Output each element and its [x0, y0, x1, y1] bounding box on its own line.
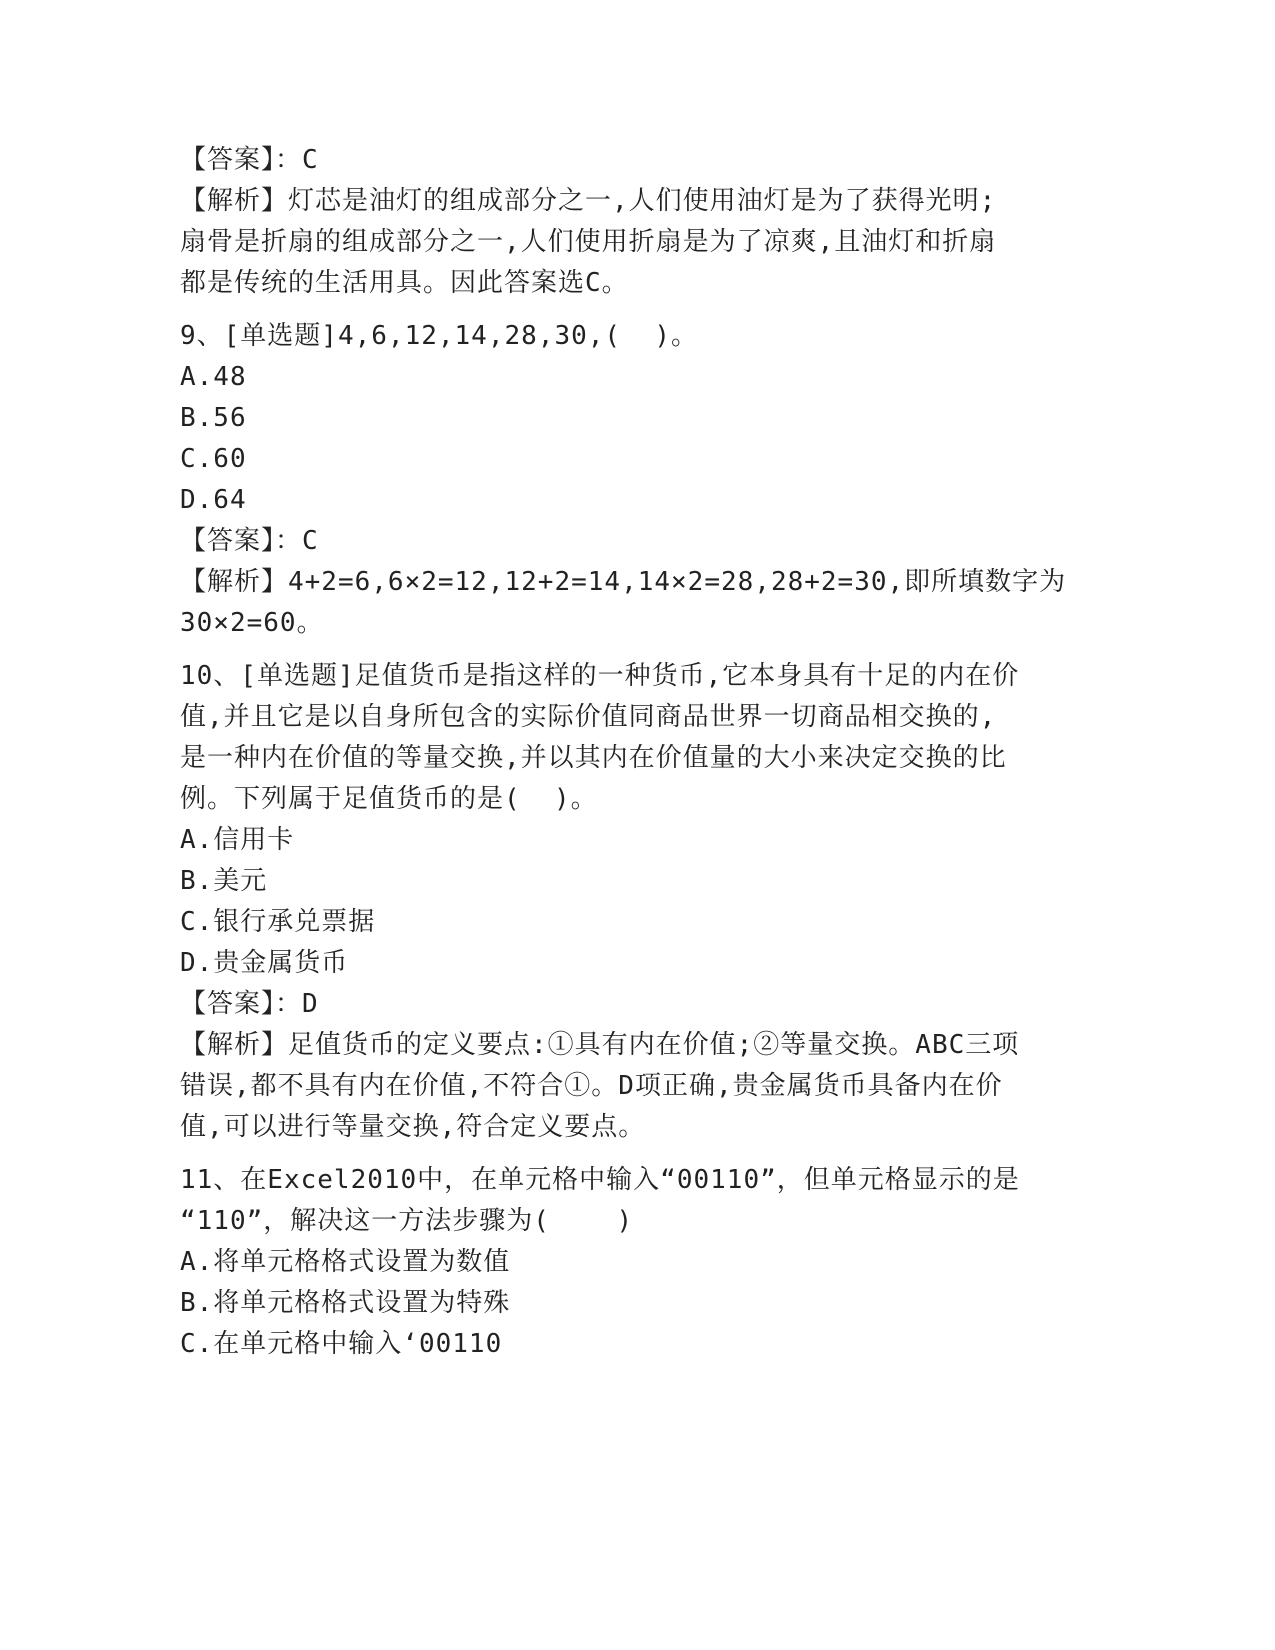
answer-line: 【答案】：D [180, 989, 319, 1019]
document-page [180, 140, 1067, 1365]
question-stem: 11、在Excel2010中，在单元格中输入“00110”，但单元格显示的是 [180, 1165, 1020, 1195]
explanation-line: 扇骨是折扇的组成部分之一,人们使用折扇是为了凉爽,且油灯和折扇 [180, 227, 997, 257]
option-d: D.贵金属货币 [180, 948, 349, 978]
option-c: C.在单元格中输入‘00110 [180, 1329, 503, 1359]
explanation-line: 30×2=60。 [180, 608, 324, 638]
question-stem: 例。下列属于足值货币的是( )。 [180, 784, 598, 814]
option-a: A.将单元格格式设置为数值 [180, 1247, 511, 1277]
explanation-line: 【解析】足值货币的定义要点:①具有内在价值;②等量交换。ABC三项 [180, 1030, 1020, 1060]
question-8-tail [180, 140, 1060, 304]
option-b: B.56 [180, 403, 247, 433]
option-c: C.60 [180, 444, 247, 474]
question-10 [180, 656, 1060, 1148]
option-d: D.64 [180, 485, 247, 515]
option-a: A.信用卡 [180, 825, 295, 855]
option-a: A.48 [180, 362, 247, 392]
explanation-line: 值,可以进行等量交换,符合定义要点。 [180, 1112, 646, 1142]
option-b: B.美元 [180, 866, 268, 896]
explanation-line: 【解析】4+2=6,6×2=12,12+2=14,14×2=28,28+2=30,即所填数字为 [180, 567, 1067, 597]
question-11 [180, 1160, 1060, 1365]
question-9 [180, 316, 1067, 644]
explanation-line: 【解析】灯芯是油灯的组成部分之一,人们使用油灯是为了获得光明; [180, 186, 997, 216]
question-stem: 9、[单选题]4,6,12,14,28,30,( )。 [180, 321, 699, 351]
option-c: C.银行承兑票据 [180, 907, 376, 937]
question-stem: 是一种内在价值的等量交换,并以其内在价值量的大小来决定交换的比 [180, 743, 1007, 773]
answer-line: 【答案】：C [180, 145, 319, 175]
explanation-line: 都是传统的生活用具。因此答案选C。 [180, 268, 629, 298]
question-stem: “110”，解决这一方法步骤为( ) [180, 1206, 634, 1236]
answer-line: 【答案】：C [180, 526, 319, 556]
question-stem: 10、[单选题]足值货币是指这样的一种货币,它本身具有十足的内在价 [180, 661, 1020, 691]
question-stem: 值,并且它是以自身所包含的实际价值同商品世界一切商品相交换的, [180, 702, 997, 732]
explanation-line: 错误,都不具有内在价值,不符合①。D项正确,贵金属货币具备内在价 [180, 1071, 1003, 1101]
option-b: B.将单元格格式设置为特殊 [180, 1288, 511, 1318]
